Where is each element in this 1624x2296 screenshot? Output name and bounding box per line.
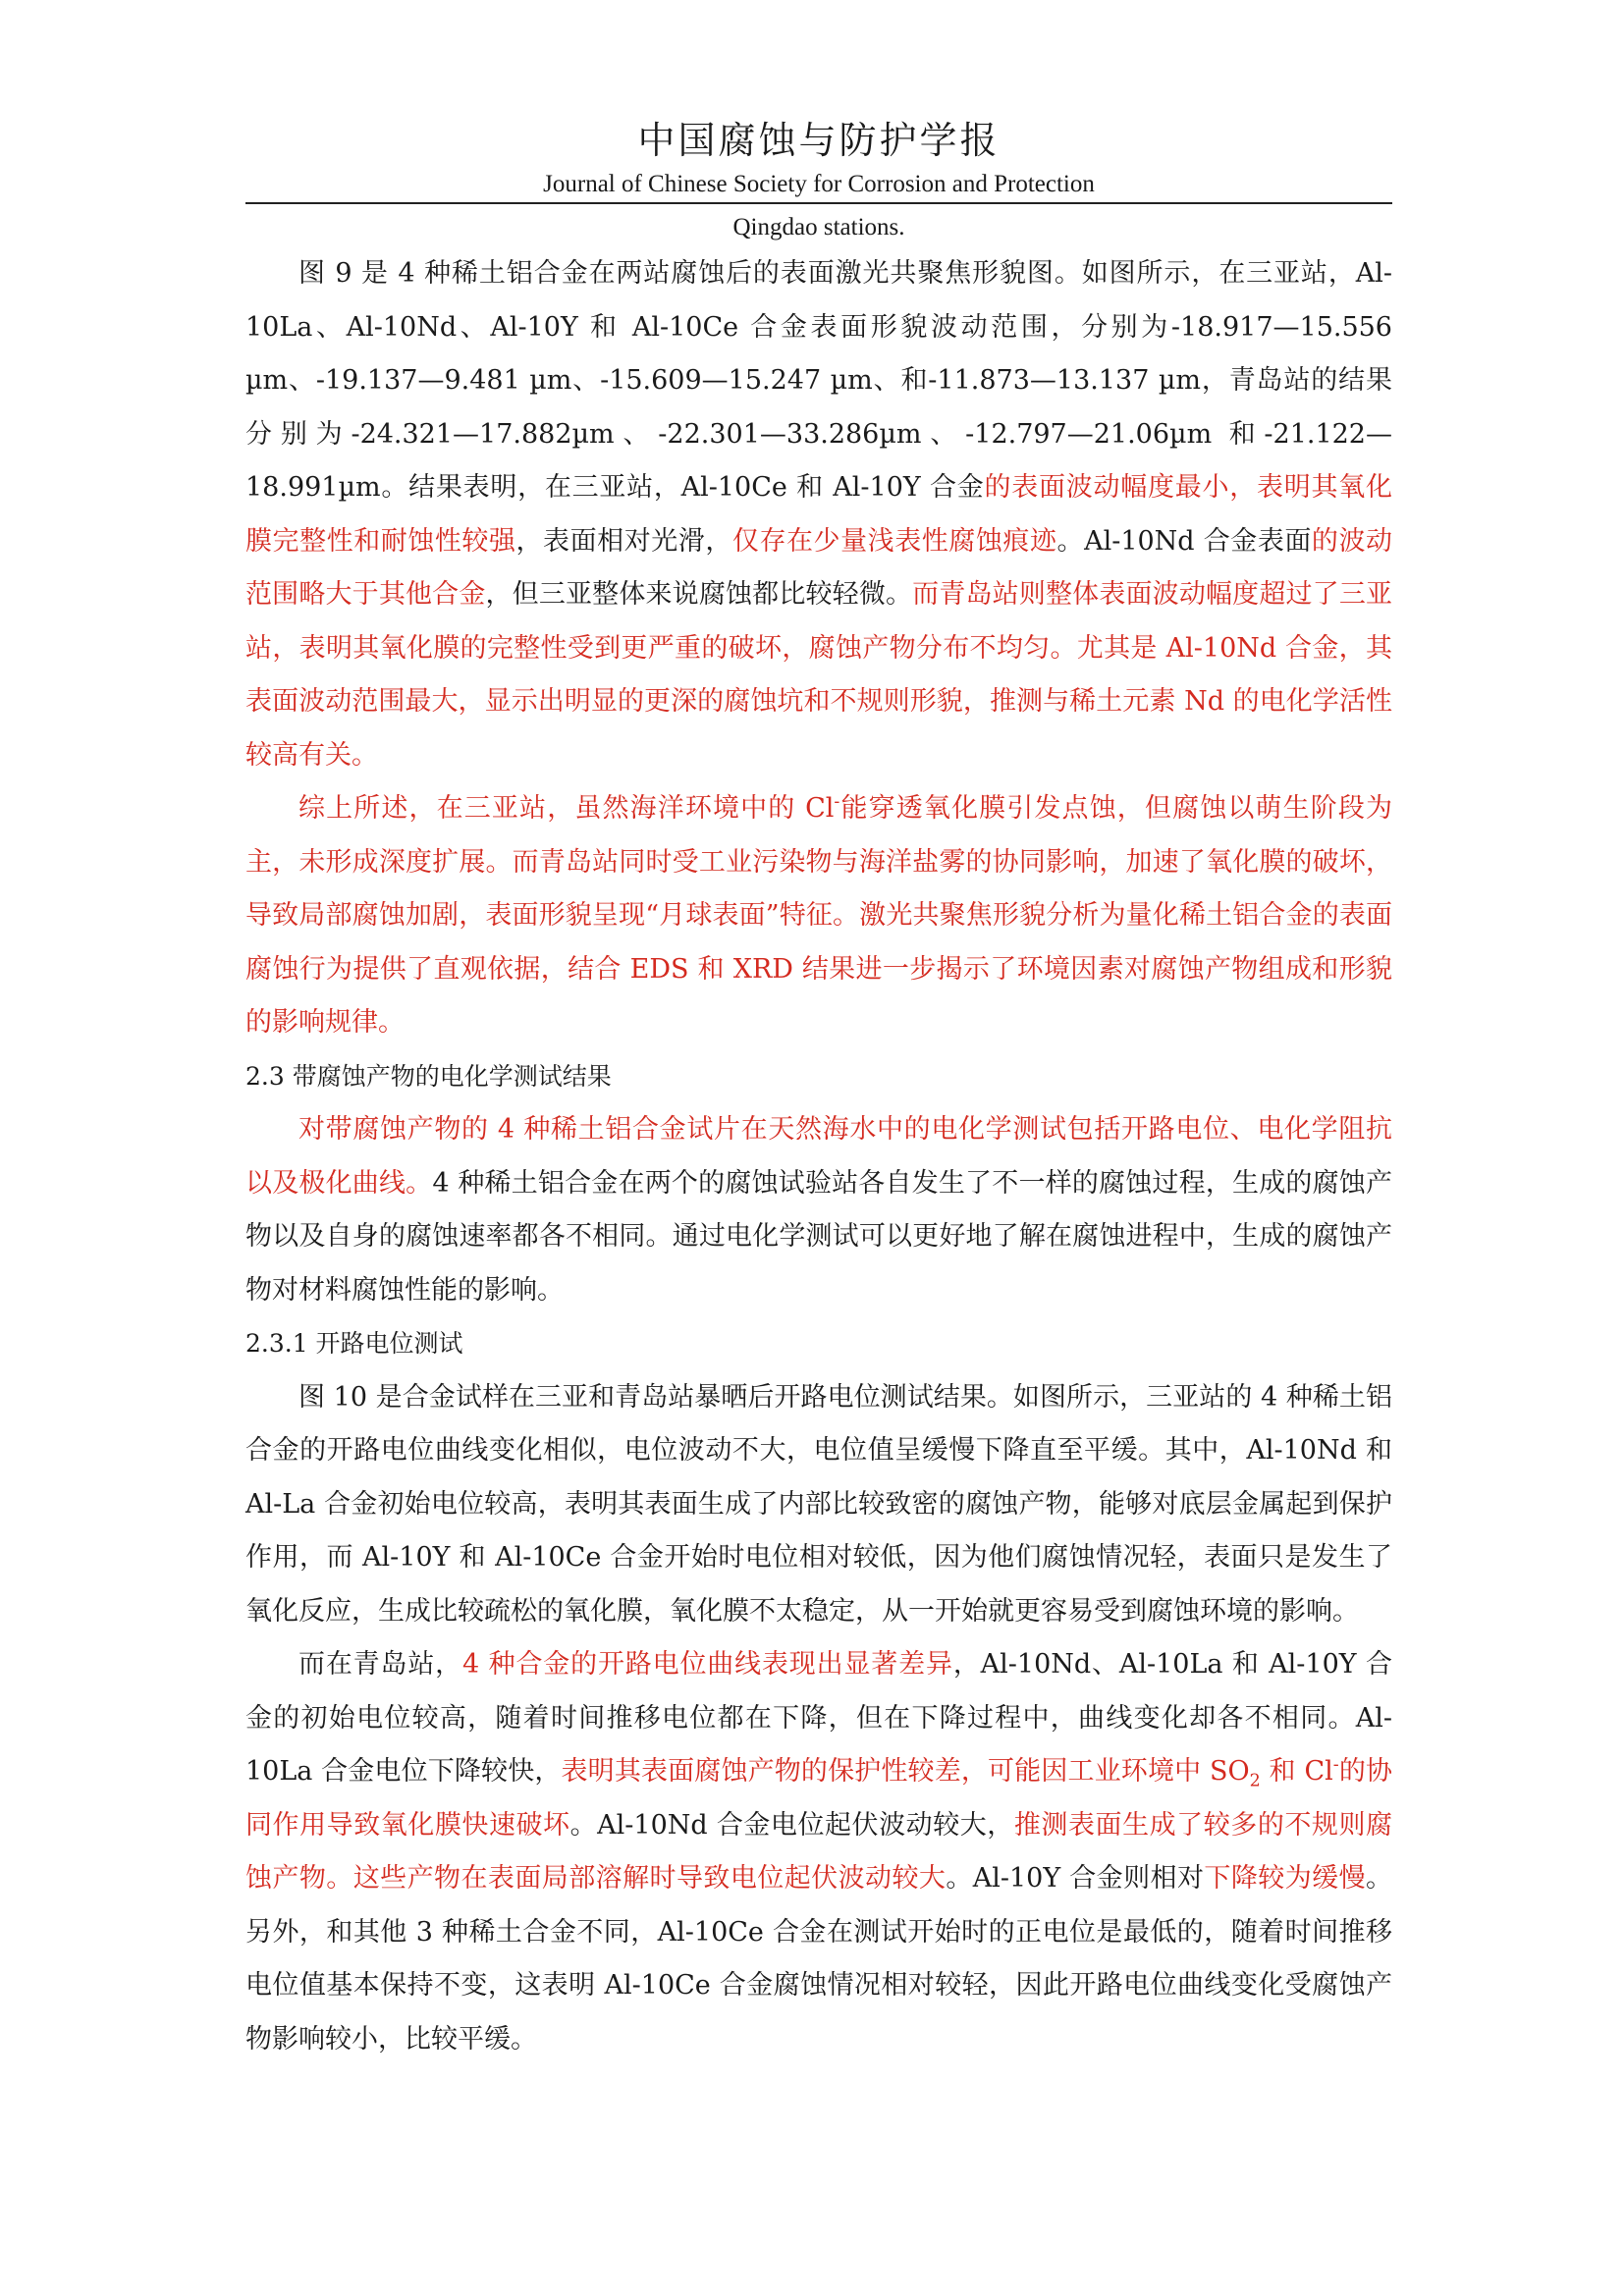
text-run: 而在青岛站， (298, 1649, 463, 1680)
text-run: 。另外，和其他 3 种稀土合金不同，Al-10Ce 合金在测试开始时的正电位是最低的，随着时间推移电位值基本保持不变，这表明 Al-10Ce 合金腐蚀情况相对较轻，因此开路电位曲线变化受腐蚀产物影响较小，比较平缓。 (245, 1863, 1393, 2055)
paragraph-electrochem-intro (245, 1103, 1392, 1317)
text-run: 。Al-10Nd 合金电位起伏波动较大， (569, 1809, 1014, 1841)
highlight-run: 表明其表面腐蚀产物的保护性较差，可能因工业环境中 SO (561, 1756, 1250, 1787)
highlight-run: 仅存在少量浅表性腐蚀痕迹 (731, 525, 1057, 557)
paragraph-fig10 (245, 1371, 1392, 1639)
text-run: 图 9 是 4 种稀土铝合金在两站腐蚀后的表面激光共聚焦形貌图。如图所示，在三亚站，Al-10La、Al-10Nd、Al-10Y 和 Al-10Ce 合金表面形貌波动范围，分别为-18.917—15.556 µm、-19.137—9.481 µm、-15.609—15.247 µm、和-11.873—13.137 µm，青岛站的结果分别为-24.321—17.882µm、-22.301—33.286µm、-12.797—21.06µm 和-21.122—18.991µm。结果表明，在三亚站，Al-10Ce 和 Al-10Y 合金 (245, 258, 1392, 503)
text-run: 。Al-10Y 合金则相对 (946, 1863, 1205, 1894)
text-run: ，但三亚整体来说腐蚀都比较轻微。 (485, 579, 913, 610)
figure-caption-continuation: Qingdao stations. (732, 214, 905, 240)
article-body (245, 208, 1392, 2066)
section-heading-2-3: 2.3 带腐蚀产物的电化学测试结果 (245, 1061, 612, 1091)
highlight-run: 和 Cl (1260, 1756, 1333, 1787)
paragraph-summary (245, 782, 1392, 1050)
subscript: 2 (1249, 1771, 1261, 1791)
highlight-run: 能穿透氧化膜引发点蚀，但腐蚀以萌生阶段为主，未形成深度扩展。而青岛站同时受工业污染物与海洋盐雾的协同影响，加速了氧化膜的破坏，导致局部腐蚀加剧，表面形貌呈现“月球表面”特征。激光共聚焦形貌分析为量化稀土铝合金的表面腐蚀行为提供了直观依据，结合 EDS 和 XRD 结果进一步揭示了环境因素对腐蚀产物组成和形貌的影响规律。 (245, 793, 1392, 1038)
highlight-run: 推测表面生成了较多的不规则腐蚀产物。这些产物在表面局部溶解时导致电位起伏波动较大 (245, 1809, 1393, 1894)
superscript: - (1332, 1755, 1339, 1775)
text-run: ，表面相对光滑， (515, 525, 732, 557)
journal-title-en: Journal of Chinese Society for Corrosion and Protection (543, 171, 1095, 197)
text-run: 图 10 是合金试样在三亚和青岛站暴晒后开路电位测试结果。如图所示，三亚站的 4 种稀土铝合金的开路电位曲线变化相似，电位波动不大，电位值呈缓慢下降直至平缓。其中，Al-10Nd 和 Al-La 合金初始电位较高，表明其表面生成了内部比较致密的腐蚀产物，能够对底层金属起到保护作用，而 Al-10Y 和 Al-10Ce 合金开始时电位相对较低，因为他们腐蚀情况轻，表面只是发生了氧化反应，生成比较疏松的氧化膜，氧化膜不太稳定，从一开始就更容易受到腐蚀环境的影响。 (245, 1381, 1392, 1627)
paragraph-fig9 (245, 247, 1392, 782)
highlight-run: 而青岛站则整体表面波动幅度超过了三亚站，表明其氧化膜的完整性受到更严重的破坏，腐蚀产物分布不均匀。尤其是 Al-10Nd 合金，其表面波动范围最大，显示出明显的更深的腐蚀坑和不规则形貌，推测与稀土元素 Nd 的电化学活性较高有关。 (245, 579, 1393, 771)
text-run: 4 种稀土铝合金在两个的腐蚀试验站各自发生了不一样的腐蚀过程，生成的腐蚀产物以及自身的腐蚀速率都各不相同。通过电化学测试可以更好地了解在腐蚀进程中，生成的腐蚀产物对材料腐蚀性能的影响。 (245, 1167, 1392, 1306)
paragraph-qingdao (245, 1638, 1392, 2066)
highlight-run: 的表面波动幅度最小，表明其氧化膜完整性和耐蚀性较强 (245, 472, 1393, 557)
header-rule (245, 202, 1392, 204)
highlight-run: 的波动范围略大于其他合金 (245, 525, 1393, 610)
highlight-run: 4 种合金的开路电位曲线表现出显著差异 (462, 1649, 953, 1680)
text-run: 。Al-10Nd 合金表面 (1056, 525, 1312, 557)
section-heading-2-3-1: 2.3.1 开路电位测试 (245, 1329, 463, 1358)
highlight-run: 下降较为缓慢 (1204, 1863, 1367, 1894)
superscript: - (834, 792, 840, 812)
text-run: ，Al-10Nd、Al-10La 和 Al-10Y 合金的初始电位较高，随着时间推移电位都在下降，但在下降过程中，曲线变化却各不相同。Al-10La 合金电位下降较快， (245, 1649, 1393, 1787)
highlight-run: 综上所述，在三亚站，虽然海洋环境中的 Cl (298, 793, 835, 824)
journal-title-cn: 中国腐蚀与防护学报 (637, 119, 1001, 162)
journal-header (245, 116, 1392, 202)
highlight-run: 对带腐蚀产物的 4 种稀土铝合金试片在天然海水中的电化学测试包括开路电位、电化学阻抗以及极化曲线。 (245, 1114, 1392, 1199)
highlight-run: 的协同作用导致氧化膜快速破坏 (245, 1756, 1392, 1841)
